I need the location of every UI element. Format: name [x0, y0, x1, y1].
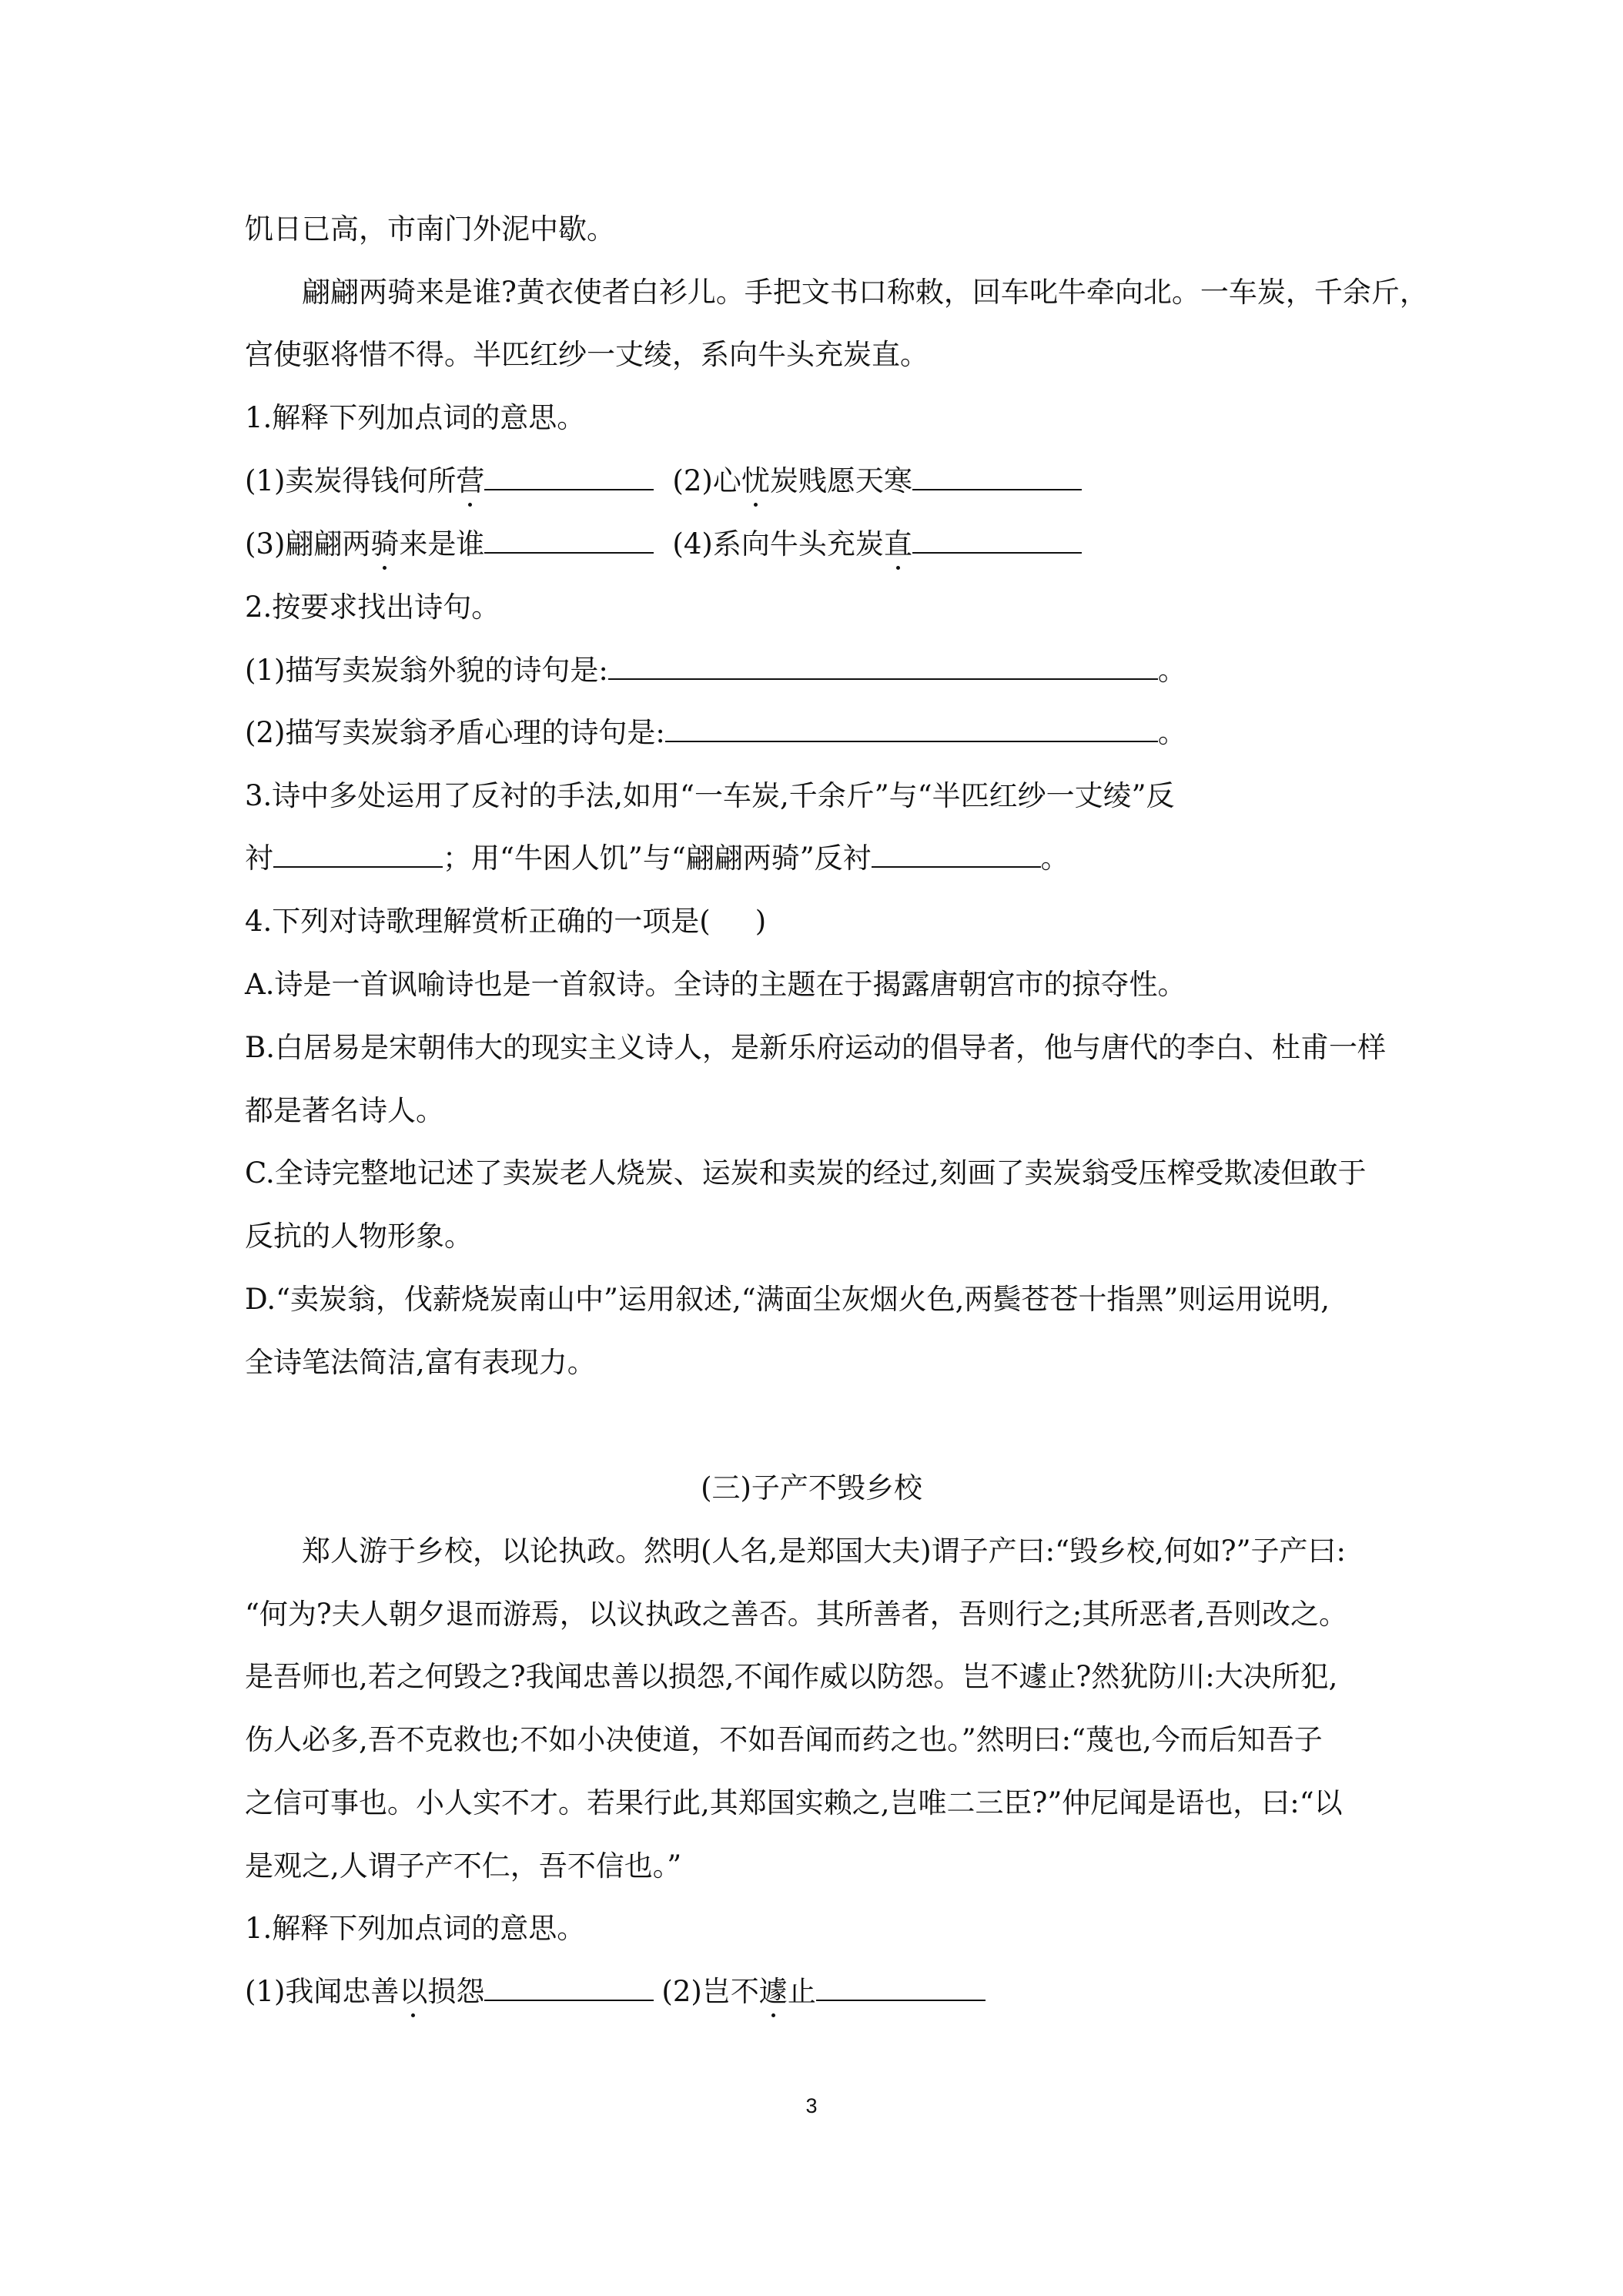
option-a: A.诗是一首讽喻诗也是一首叙诗。全诗的主题在于揭露唐朝宫市的掠夺性。 — [245, 968, 1186, 1001]
passage-line: 之信可事也。小人实不才。若果行此,其郑国实赖之,岂唯二三臣?”仲尼闻是语也，曰:“以 — [245, 1786, 1343, 1819]
question-items-row — [245, 525, 1384, 564]
passage-line: 郑人游于乡校，以论执政。然明(人名,是郑国大夫)谓子产曰:“毁乡校,何如?”子产曰: — [302, 1535, 1346, 1568]
dotted-word: 骑 — [370, 525, 399, 564]
dotted-word: 营 — [456, 462, 484, 500]
question-title: 2.按要求找出诗句。 — [245, 591, 500, 624]
question-item: (1)描写卖炭翁外貌的诗句是: 。 — [245, 654, 1186, 687]
answer-blank[interactable] — [484, 1973, 654, 2001]
option-d: D.“卖炭翁，伐薪烧炭南山中”运用叙述,“满面尘灰烟火色,两鬓苍苍十指黑”则运用说明, — [245, 1283, 1330, 1316]
passage-line: 是观之,人谓子产不仁，吾不信也。” — [245, 1849, 682, 1883]
option-d-cont: 全诗笔法简洁,富有表现力。 — [245, 1346, 596, 1379]
option-b-cont: 都是著名诗人。 — [245, 1094, 444, 1127]
poem-line: 宫使驱将惜不得。半匹红纱一丈绫，系向牛头充炭直。 — [245, 338, 929, 371]
dotted-word: 直 — [884, 525, 912, 564]
item-text: (1)描写卖炭翁外貌的诗句是: — [245, 654, 608, 687]
option-c-cont: 反抗的人物形象。 — [245, 1220, 473, 1253]
dotted-word: 遽 — [759, 1973, 788, 2011]
question-title: 4.下列对诗歌理解赏析正确的一项是( ) — [245, 905, 767, 938]
item-text: (1)我闻忠善 — [245, 1975, 400, 2008]
question-items-row — [245, 1973, 1384, 2011]
item-text: 来是谁 — [399, 527, 485, 561]
page-number: 3 — [805, 2094, 818, 2117]
question-title: 3.诗中多处运用了反衬的手法,如用“一车炭,千余斤”与“半匹红纱一丈绫”反 — [245, 779, 1175, 812]
poem-line: 饥日已高，市南门外泥中歇。 — [245, 213, 615, 246]
item-text: (1)卖炭得钱何所 — [245, 464, 457, 497]
dotted-word: 忧 — [741, 462, 770, 500]
item-text: (2)描写卖炭翁矛盾心理的诗句是: — [245, 716, 665, 749]
passage-line: “何为?夫人朝夕退而游焉，以议执政之善否。其所善者，吾则行之;其所恶者,吾则改之。 — [245, 1598, 1347, 1631]
question-title: 1.解释下列加点词的意思。 — [245, 1912, 586, 1945]
answer-blank[interactable] — [816, 1973, 986, 2001]
answer-blank[interactable] — [872, 840, 1041, 868]
question-item: (2)描写卖炭翁矛盾心理的诗句是: 。 — [245, 716, 1186, 749]
item-text: 炭贱愿天寒 — [769, 464, 912, 497]
answer-blank[interactable] — [665, 715, 1158, 742]
question-items-row — [245, 462, 1384, 500]
section-heading: (三)子产不毁乡校 — [701, 1471, 922, 1504]
item-text: (4)系向牛头充炭 — [672, 527, 884, 561]
question-title: 1.解释下列加点词的意思。 — [245, 401, 586, 434]
dotted-word: 以 — [399, 1973, 427, 2011]
answer-blank[interactable] — [273, 840, 443, 868]
item-text: (2)岂不 — [661, 1975, 759, 2008]
answer-blank[interactable] — [912, 463, 1082, 490]
item-text: 损怨 — [427, 1975, 485, 2008]
answer-blank[interactable] — [484, 526, 654, 554]
answer-blank[interactable] — [484, 463, 654, 490]
item-text: (2)心 — [672, 464, 741, 497]
answer-blank[interactable] — [912, 526, 1082, 554]
option-c: C.全诗完整地记述了卖炭老人烧炭、运炭和卖炭的经过,刻画了卖炭翁受压榨受欺凌但敢于 — [245, 1156, 1367, 1190]
item-text: 止 — [787, 1975, 816, 2008]
poem-line: 翩翩两骑来是谁?黄衣使者白衫儿。手把文书口称敕，回车叱牛牵向北。一车炭，千余斤， — [302, 276, 1428, 309]
passage-line: 伤人必多,吾不克救也;不如小决使道，不如吾闻而药之也。”然明曰:“蔑也,今而后知吾子 — [245, 1723, 1323, 1756]
option-b: B.白居易是宋朝伟大的现实主义诗人，是新乐府运动的倡导者，他与唐代的李白、杜甫一样 — [245, 1031, 1386, 1064]
question-item: 衬 ；用“牛困人饥”与“翩翩两骑”反衬 。 — [245, 842, 1069, 875]
passage-line: 是吾师也,若之何毁之?我闻忠善以损怨,不闻作威以防怨。岂不遽止?然犹防川:大决所犯, — [245, 1660, 1338, 1693]
answer-blank[interactable] — [608, 652, 1158, 680]
item-text: (3)翩翩两 — [245, 527, 371, 561]
